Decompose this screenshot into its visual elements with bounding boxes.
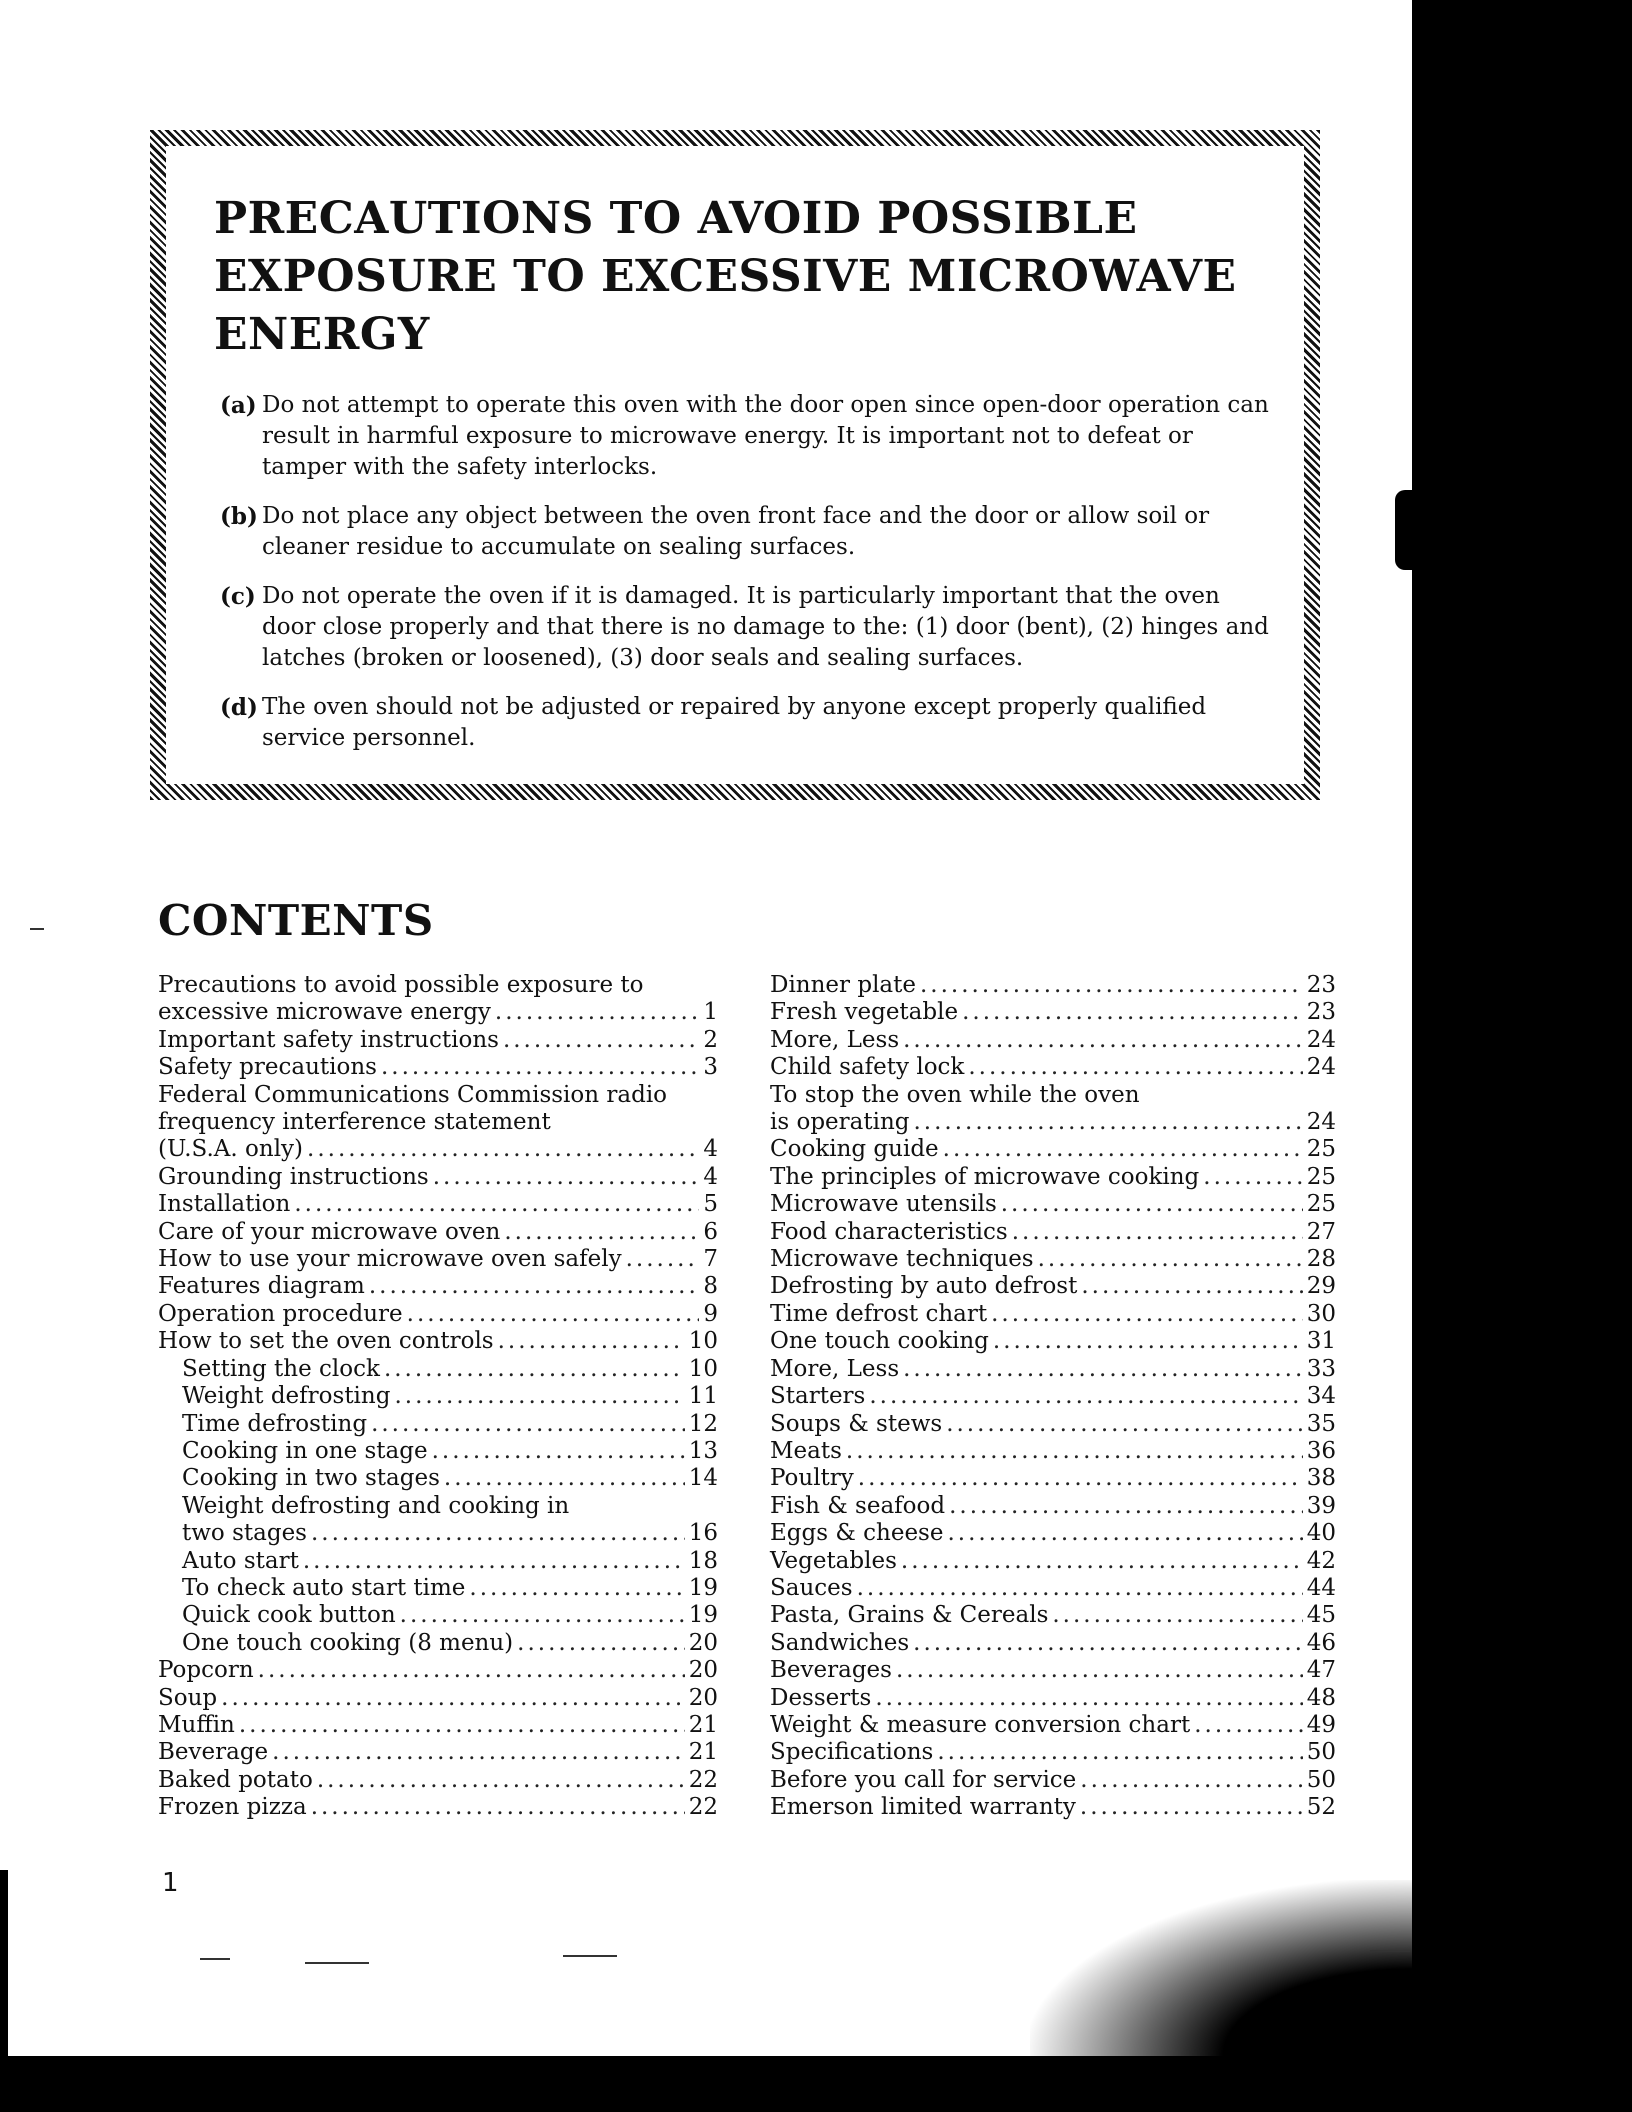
toc-entry-page: 22 xyxy=(688,1794,718,1821)
toc-entry-page: 6 xyxy=(703,1218,718,1245)
toc-entry-page: 30 xyxy=(1306,1300,1336,1327)
toc-entry xyxy=(770,1164,1336,1191)
warning-item-letter: (d) xyxy=(220,694,258,721)
toc-leader xyxy=(993,1328,1303,1355)
toc-leader xyxy=(517,1630,685,1657)
toc-leader xyxy=(1052,1602,1302,1629)
toc-entry xyxy=(158,1273,718,1300)
toc-entry-page: 2 xyxy=(703,1026,718,1053)
toc-leader xyxy=(946,1411,1303,1438)
toc-entry xyxy=(770,1219,1336,1246)
toc-entry-page: 10 xyxy=(688,1355,718,1382)
toc-leader xyxy=(913,1630,1303,1657)
warning-item-letter: (b) xyxy=(220,503,258,530)
toc-entry xyxy=(770,972,1336,999)
toc-leader xyxy=(495,999,699,1026)
toc-leader xyxy=(1038,1246,1303,1273)
toc-entry xyxy=(770,1630,1336,1657)
toc-entry-page: 27 xyxy=(1306,1218,1336,1245)
toc-entry-label: Specifications xyxy=(770,1739,934,1766)
toc-entry xyxy=(158,1767,718,1794)
toc-leader xyxy=(371,1411,685,1438)
toc-entry-label: How to use your microwave oven safely xyxy=(158,1246,622,1273)
toc-entry xyxy=(770,1027,1336,1054)
toc-leader xyxy=(407,1301,700,1328)
toc-entry-label: More, Less xyxy=(770,1355,900,1382)
scan-border-bottom xyxy=(0,2056,1632,2112)
toc-entry-label: Meats xyxy=(770,1437,842,1464)
toc-entry-label: More, Less xyxy=(770,1026,900,1053)
toc-entry-label: Care of your microwave oven xyxy=(158,1218,501,1245)
toc-leader xyxy=(498,1328,685,1355)
warning-item xyxy=(220,390,1272,483)
toc-entry xyxy=(158,1712,718,1739)
toc-entry-label: Installation xyxy=(158,1191,291,1218)
toc-entry-page: 4 xyxy=(703,1163,718,1190)
toc-leader xyxy=(400,1602,685,1629)
toc-subentry xyxy=(158,1438,718,1465)
toc-entry-page: 25 xyxy=(1306,1163,1336,1190)
toc-entry-label: Operation procedure xyxy=(158,1300,403,1327)
toc-leader xyxy=(1194,1712,1303,1739)
toc-entry-page: 50 xyxy=(1306,1766,1336,1793)
toc-entry-label: Cooking in two stages xyxy=(182,1465,440,1492)
toc-entry-label: Emerson limited warranty xyxy=(770,1794,1076,1821)
scan-mark xyxy=(30,928,44,930)
toc-entry-page: 23 xyxy=(1306,999,1336,1026)
toc-entry xyxy=(770,1328,1336,1355)
toc-entry xyxy=(770,1685,1336,1712)
toc-entry xyxy=(770,1356,1336,1383)
scan-mark xyxy=(1370,1950,1410,1952)
toc-leader xyxy=(947,1520,1302,1547)
toc-entry xyxy=(770,1657,1336,1684)
toc-leader xyxy=(903,1356,1303,1383)
toc-leader xyxy=(991,1301,1303,1328)
toc-entry xyxy=(770,1548,1336,1575)
toc-entry-page: 19 xyxy=(688,1574,718,1601)
toc-line: Precautions to avoid possible exposure to xyxy=(158,972,644,998)
toc-entry xyxy=(770,1411,1336,1438)
toc-entry-label: Soups & stews xyxy=(770,1410,943,1437)
scan-mark xyxy=(563,1955,617,1957)
toc-leader xyxy=(433,1164,700,1191)
toc-entry-page: 25 xyxy=(1306,1191,1336,1218)
toc-entry xyxy=(158,1301,718,1328)
toc-entry-label: Vegetables xyxy=(770,1547,897,1574)
toc-entry-label: Sandwiches xyxy=(770,1629,910,1656)
toc-entry-label: Defrosting by auto defrost xyxy=(770,1273,1078,1300)
toc-entry xyxy=(158,1136,718,1163)
toc-entry-page: 36 xyxy=(1306,1437,1336,1464)
toc-subentry xyxy=(158,1548,718,1575)
toc-entry-page: 40 xyxy=(1306,1520,1336,1547)
toc-leader xyxy=(384,1356,685,1383)
toc-entry xyxy=(770,1191,1336,1218)
toc-entry-label: two stages xyxy=(182,1520,307,1547)
toc-entry-label: Baked potato xyxy=(158,1766,313,1793)
toc-leader xyxy=(846,1438,1303,1465)
toc-entry-page: 3 xyxy=(703,1054,718,1081)
toc-entry-label: is operating xyxy=(770,1109,910,1136)
toc-entry xyxy=(158,1328,718,1355)
toc-leader xyxy=(1081,1273,1302,1300)
toc-entry xyxy=(770,1739,1336,1766)
scan-shadow-corner xyxy=(1030,1880,1412,2056)
warning-item xyxy=(220,501,1272,563)
toc-entry-label: Beverage xyxy=(158,1739,269,1766)
contents-title: CONTENTS xyxy=(158,896,434,945)
toc-entry-page: 39 xyxy=(1306,1492,1336,1519)
toc-entry-label: Safety precautions xyxy=(158,1054,377,1081)
toc-entry-label: excessive microwave energy xyxy=(158,999,491,1026)
toc-entry-label: Setting the clock xyxy=(182,1355,380,1382)
toc-leader xyxy=(901,1548,1303,1575)
toc-leader xyxy=(221,1685,685,1712)
toc-entry-label: Poultry xyxy=(770,1465,854,1492)
warning-list xyxy=(220,390,1284,754)
toc-entry xyxy=(158,1794,718,1821)
toc-column-left xyxy=(158,972,718,1822)
toc-entry-page: 24 xyxy=(1306,1109,1336,1136)
warning-title xyxy=(214,190,1284,364)
toc-entry xyxy=(770,1602,1336,1629)
toc-subentry xyxy=(158,1630,718,1657)
toc-entry-label: To check auto start time xyxy=(182,1574,466,1601)
toc-leader xyxy=(949,1493,1303,1520)
toc-entry-label: Muffin xyxy=(158,1711,235,1738)
toc-entry-page: 24 xyxy=(1306,1054,1336,1081)
toc-entry-page: 18 xyxy=(688,1547,718,1574)
toc-entry xyxy=(158,1657,718,1684)
warning-item xyxy=(220,692,1272,754)
toc-leader xyxy=(307,1136,699,1163)
toc-subentry xyxy=(158,1575,718,1602)
toc-line: To stop the oven while the oven xyxy=(770,1081,1140,1108)
toc-entry-page: 29 xyxy=(1306,1273,1336,1300)
toc-entry xyxy=(158,1246,718,1273)
toc-entry xyxy=(770,1438,1336,1465)
toc-leader xyxy=(381,1054,699,1081)
toc-entry-label: (U.S.A. only) xyxy=(158,1136,304,1163)
scan-border-left-corner xyxy=(0,1870,8,2060)
toc-leader xyxy=(317,1767,685,1794)
toc-leader xyxy=(432,1438,685,1465)
toc-entry-label: Soup xyxy=(158,1684,218,1711)
toc-entry-label: Microwave techniques xyxy=(770,1246,1034,1273)
toc-entry-label: The principles of microwave cooking xyxy=(770,1163,1200,1190)
toc-leader xyxy=(914,1109,1303,1136)
toc-entry-page: 44 xyxy=(1306,1574,1336,1601)
toc-leader xyxy=(1001,1191,1303,1218)
toc-leader xyxy=(968,1054,1302,1081)
scan-border-notch xyxy=(1395,490,1415,570)
toc-entry-label: Microwave utensils xyxy=(770,1191,997,1218)
toc-leader xyxy=(1203,1164,1302,1191)
toc-entry-page: 35 xyxy=(1306,1410,1336,1437)
toc-entry xyxy=(158,999,718,1026)
toc-entry-label: Before you call for service xyxy=(770,1766,1077,1793)
scan-mark xyxy=(305,1962,369,1964)
toc-entry-page: 47 xyxy=(1306,1657,1336,1684)
scan-border-right xyxy=(1412,0,1632,2112)
toc-leader xyxy=(394,1383,684,1410)
toc-entry-label: Grounding instructions xyxy=(158,1163,429,1190)
toc-entry xyxy=(770,999,1336,1026)
toc-entry-label: Weight & measure conversion chart xyxy=(770,1711,1191,1738)
toc-entry-label: Time defrost chart xyxy=(770,1300,988,1327)
toc-entry xyxy=(158,1054,718,1081)
toc-leader xyxy=(962,999,1303,1026)
warning-item-letter: (a) xyxy=(220,392,257,419)
toc-entry-page: 14 xyxy=(688,1465,718,1492)
toc-entry xyxy=(770,1054,1336,1081)
toc-entry xyxy=(770,1575,1336,1602)
toc-entry-page: 21 xyxy=(688,1739,718,1766)
toc-entry xyxy=(770,1712,1336,1739)
toc-leader xyxy=(896,1657,1303,1684)
toc-entry xyxy=(770,1109,1336,1136)
toc-entry-page: 52 xyxy=(1306,1794,1336,1821)
toc-entry-label: One touch cooking xyxy=(770,1328,989,1355)
toc-leader xyxy=(903,1027,1303,1054)
toc-entry-label: Sauces xyxy=(770,1574,853,1601)
warning-title-line: ENERGY xyxy=(214,309,430,360)
warning-content xyxy=(186,190,1284,764)
toc-entry-label: Auto start xyxy=(182,1547,299,1574)
warning-item-letter: (c) xyxy=(220,583,256,610)
toc-entry-page: 45 xyxy=(1306,1602,1336,1629)
toc-entry-page: 34 xyxy=(1306,1383,1336,1410)
toc-leader xyxy=(943,1136,1303,1163)
toc-entry-page: 7 xyxy=(703,1246,718,1273)
toc-entry xyxy=(158,1739,718,1766)
toc-entry xyxy=(770,1465,1336,1492)
toc-entry-page: 33 xyxy=(1306,1355,1336,1382)
toc-entry-label: Starters xyxy=(770,1383,866,1410)
scan-mark xyxy=(200,1958,230,1960)
toc-entry-label: Pasta, Grains & Cereals xyxy=(770,1602,1049,1629)
toc-leader xyxy=(875,1685,1302,1712)
toc-entry-page: 22 xyxy=(688,1766,718,1793)
toc-leader xyxy=(937,1739,1302,1766)
page-number: 1 xyxy=(162,1868,179,1898)
toc-entry xyxy=(770,1794,1336,1821)
toc-column-right xyxy=(770,972,1336,1822)
toc-entry-page: 13 xyxy=(688,1437,718,1464)
toc-leader xyxy=(1080,1767,1302,1794)
toc-subentry xyxy=(158,1602,718,1629)
toc-leader xyxy=(294,1191,699,1218)
toc-entry-page: 20 xyxy=(688,1657,718,1684)
toc-line: Weight defrosting and cooking in xyxy=(182,1492,570,1519)
warning-item-text: Do not attempt to operate this oven with the door open since open-door operation can result in harmful exposure to microwave energy. It is important not to defeat or tamper with the safety interlocks. xyxy=(262,392,1269,480)
toc-entry-page: 25 xyxy=(1306,1136,1336,1163)
warning-item-text: Do not place any object between the oven front face and the door or allow soil or cleaner residue to accumulate on sealing surfaces. xyxy=(262,503,1210,560)
toc-entry-page: 48 xyxy=(1306,1684,1336,1711)
toc-entry-page: 42 xyxy=(1306,1547,1336,1574)
toc-subentry xyxy=(158,1520,718,1547)
toc-entry-label: Cooking guide xyxy=(770,1136,939,1163)
toc-entry-page: 49 xyxy=(1306,1711,1336,1738)
warning-item-text: Do not operate the oven if it is damaged. It is particularly important that the oven door close properly and that there is no damage to the: (1) door (bent), (2) hinges and latches (broken or loosened), (3) door seals and sealing surfaces. xyxy=(262,583,1269,671)
toc-entry-page: 50 xyxy=(1306,1739,1336,1766)
toc-entry-label: Weight defrosting xyxy=(182,1383,391,1410)
toc-entry-label: Food characteristics xyxy=(770,1218,1008,1245)
toc-entry-page: 23 xyxy=(1306,972,1336,998)
toc-entry-page: 19 xyxy=(688,1602,718,1629)
toc-entry-label: Eggs & cheese xyxy=(770,1520,944,1547)
toc-leader xyxy=(858,1465,1303,1492)
toc-entry xyxy=(770,1301,1336,1328)
toc-entry-label: Beverages xyxy=(770,1657,892,1684)
toc-entry-page: 9 xyxy=(703,1300,718,1327)
toc-entry-page: 20 xyxy=(688,1629,718,1656)
toc-entry-label: Frozen pizza xyxy=(158,1794,307,1821)
toc-subentry xyxy=(158,1465,718,1492)
toc-line: frequency interference statement xyxy=(158,1109,551,1136)
toc-leader xyxy=(444,1465,685,1492)
toc-entry-label: How to set the oven controls xyxy=(158,1328,494,1355)
toc-leader xyxy=(503,1027,699,1054)
toc-line: Federal Communications Commission radio xyxy=(158,1081,668,1108)
toc-entry-label: Cooking in one stage xyxy=(182,1437,428,1464)
toc-entry xyxy=(770,1136,1336,1163)
toc-entry-page: 21 xyxy=(688,1711,718,1738)
warning-box xyxy=(150,130,1320,800)
warning-item xyxy=(220,581,1272,674)
toc-leader xyxy=(920,972,1303,999)
toc-entry xyxy=(158,1685,718,1712)
toc-entry-label: Features diagram xyxy=(158,1273,365,1300)
toc-entry xyxy=(770,1273,1336,1300)
toc-entry-page: 38 xyxy=(1306,1465,1336,1492)
toc-entry-page: 12 xyxy=(688,1410,718,1437)
toc-entry xyxy=(770,1383,1336,1410)
warning-title-line: EXPOSURE TO EXCESSIVE MICROWAVE xyxy=(214,251,1237,302)
toc-entry xyxy=(770,1246,1336,1273)
toc-entry-label: Important safety instructions xyxy=(158,1026,499,1053)
toc-entry-label: Child safety lock xyxy=(770,1054,965,1081)
toc-subentry xyxy=(158,1356,718,1383)
toc-entry-label: Quick cook button xyxy=(182,1602,396,1629)
toc-entry-label: Fresh vegetable xyxy=(770,999,959,1026)
toc-entry xyxy=(770,1520,1336,1547)
toc-entry-page: 31 xyxy=(1306,1328,1336,1355)
toc-leader xyxy=(1080,1794,1303,1821)
toc-subentry xyxy=(158,1411,718,1438)
toc-entry xyxy=(158,1191,718,1218)
toc-entry xyxy=(158,1164,718,1191)
toc-entry-page: 24 xyxy=(1306,1026,1336,1053)
toc-leader xyxy=(504,1219,699,1246)
toc-leader xyxy=(369,1273,700,1300)
toc-leader xyxy=(311,1520,685,1547)
toc-entry-page: 46 xyxy=(1306,1629,1336,1656)
toc-leader xyxy=(303,1548,685,1575)
toc-entry-label: Popcorn xyxy=(158,1657,254,1684)
toc-entry xyxy=(158,1027,718,1054)
warning-title-line: PRECAUTIONS TO AVOID POSSIBLE xyxy=(214,193,1138,244)
toc-entry-label: Fish & seafood xyxy=(770,1492,946,1519)
toc-subentry xyxy=(158,1383,718,1410)
toc-leader xyxy=(258,1657,685,1684)
toc-leader xyxy=(1012,1219,1303,1246)
toc-leader xyxy=(311,1794,685,1821)
toc-entry-page: 11 xyxy=(688,1383,718,1410)
toc-entry xyxy=(770,1767,1336,1794)
toc-entry-page: 20 xyxy=(688,1684,718,1711)
toc-entry-page: 16 xyxy=(688,1520,718,1547)
toc-leader xyxy=(272,1739,685,1766)
toc-leader xyxy=(857,1575,1303,1602)
toc-entry-page: 8 xyxy=(703,1273,718,1300)
toc-entry-page: 4 xyxy=(703,1136,718,1163)
toc-entry-label: Dinner plate xyxy=(770,972,916,998)
toc-leader xyxy=(626,1246,700,1273)
toc-entry-label: One touch cooking (8 menu) xyxy=(182,1629,514,1656)
toc-entry-label: Desserts xyxy=(770,1684,872,1711)
warning-item-text: The oven should not be adjusted or repaired by anyone except properly qualified service personnel. xyxy=(262,694,1207,751)
toc-entry-page: 10 xyxy=(688,1328,718,1355)
toc-leader xyxy=(469,1575,684,1602)
toc-entry-page: 28 xyxy=(1306,1246,1336,1273)
toc-entry-page: 5 xyxy=(703,1191,718,1218)
toc-entry xyxy=(158,1219,718,1246)
toc-entry-page: 1 xyxy=(703,999,718,1026)
toc-entry xyxy=(770,1493,1336,1520)
toc-leader xyxy=(869,1383,1302,1410)
toc-entry-label: Time defrosting xyxy=(182,1410,368,1437)
toc-leader xyxy=(239,1712,685,1739)
